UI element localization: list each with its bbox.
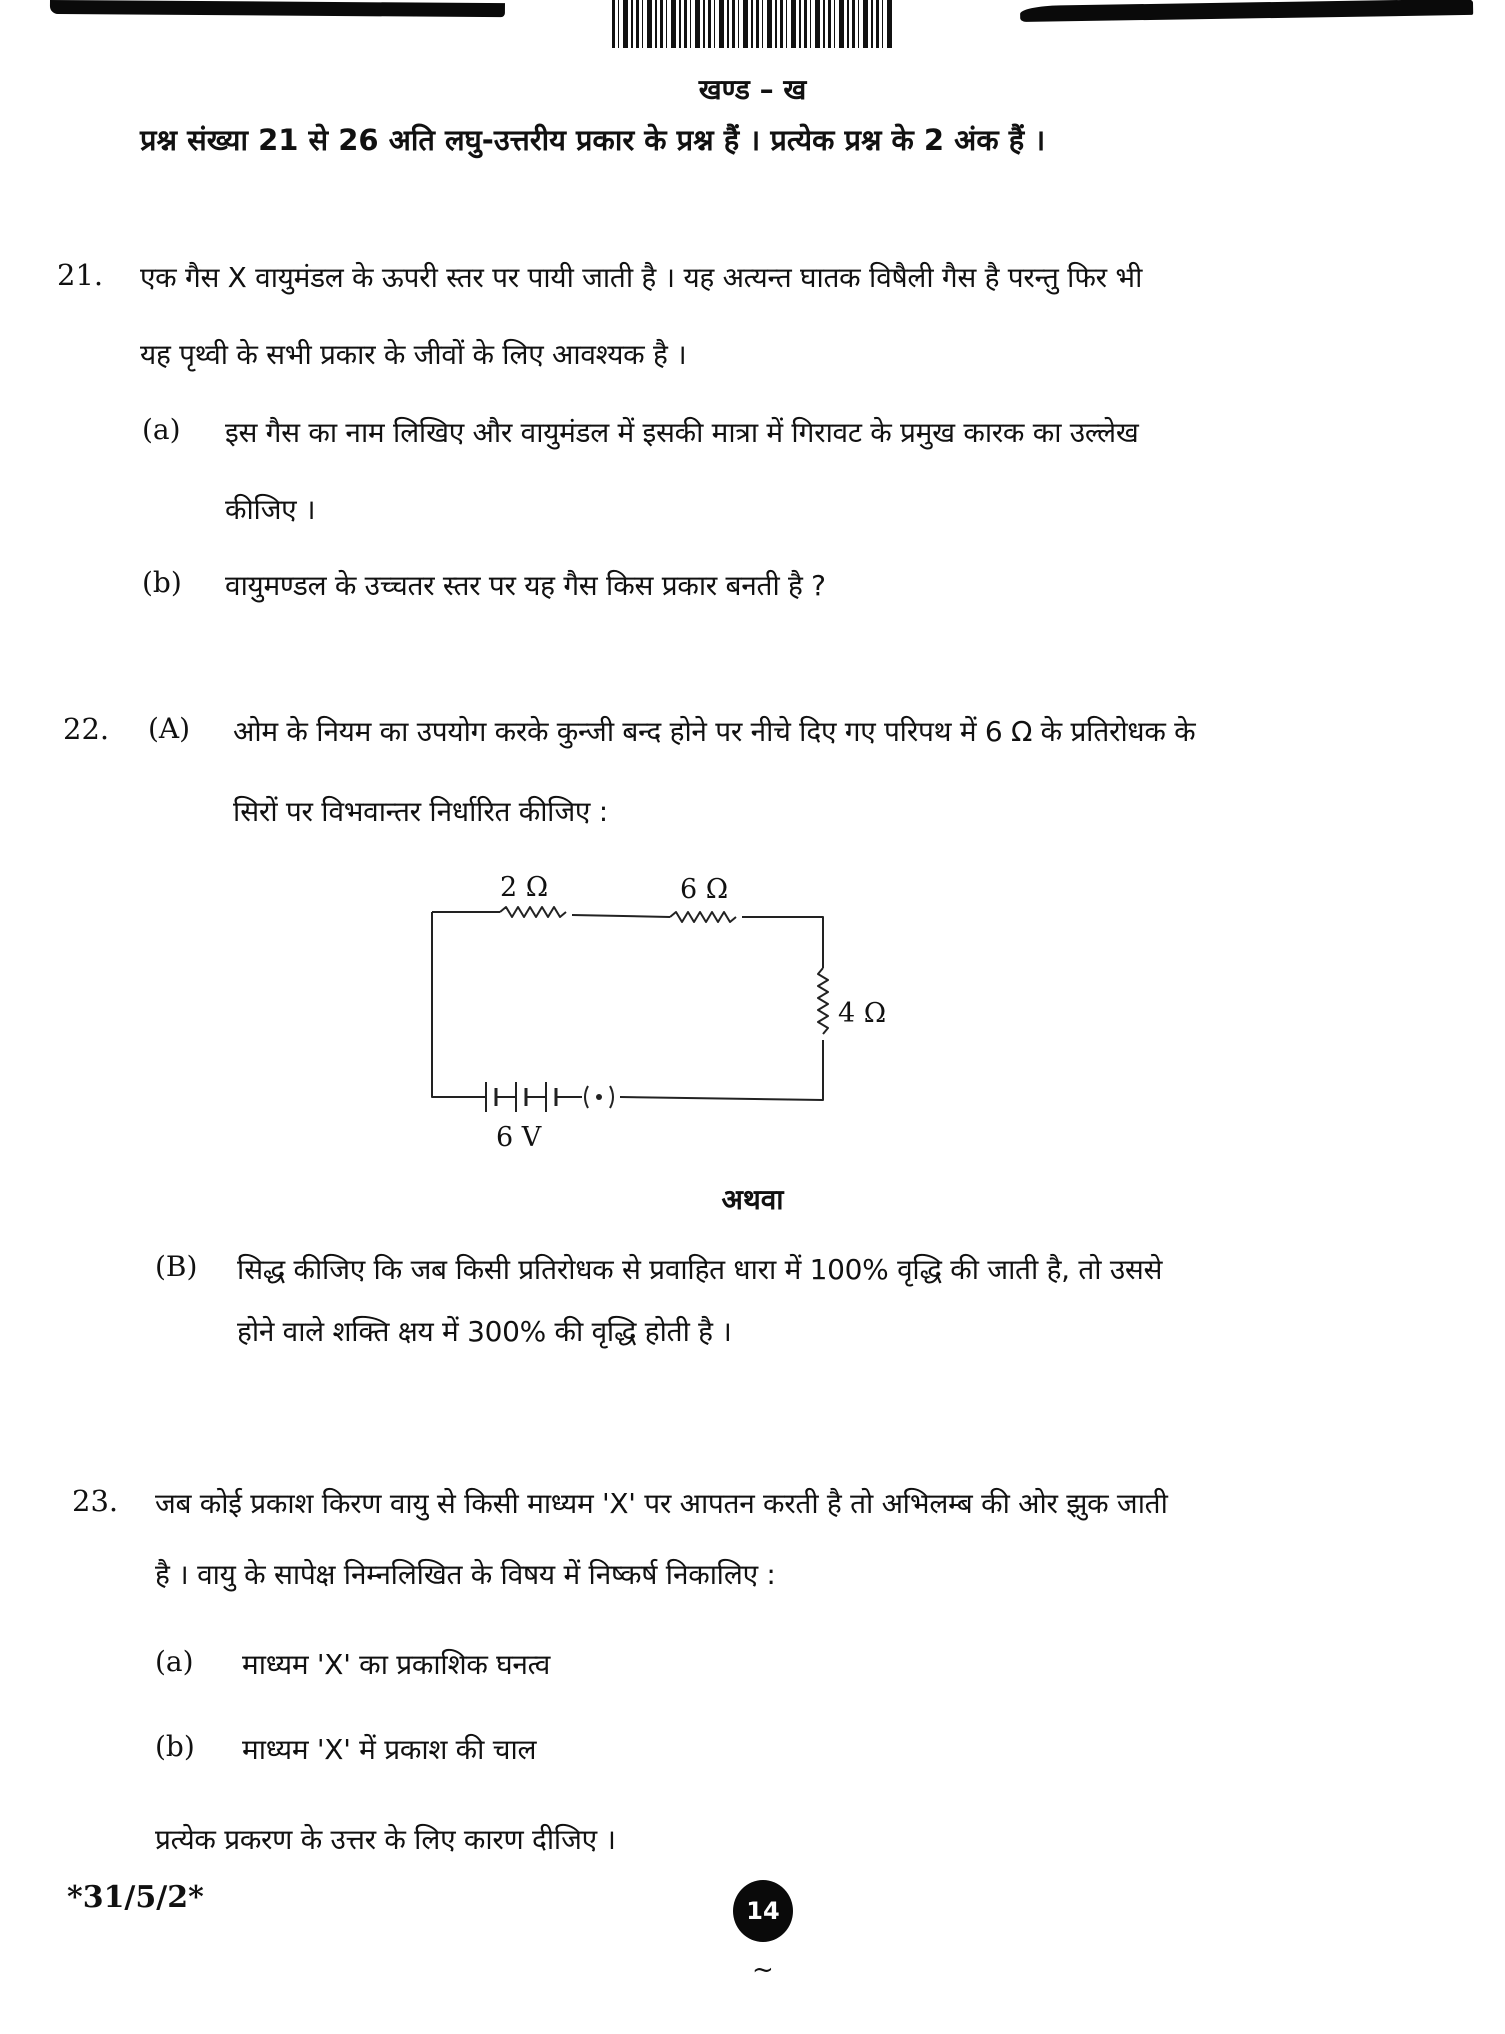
closing-instruction: प्रत्येक प्रकरण के उत्तर के लिए कारण दीजिए । <box>155 1823 616 1856</box>
part-label-a: (a) <box>155 1645 194 1678</box>
part-text-line: सिद्ध कीजिए कि जब किसी प्रतिरोधक से प्रवाहित धारा में 100% वृद्धि की जाती है, तो उससे <box>237 1253 1163 1286</box>
resistor-label-4-ohm: 4 Ω <box>838 998 887 1029</box>
question-number: 21. <box>57 258 104 292</box>
scan-border-bar-left <box>50 0 505 17</box>
battery-label: 6 V <box>496 1122 542 1153</box>
part-text-line: होने वाले शक्ति क्षय में 300% की वृद्धि होती है । <box>237 1315 732 1348</box>
part-text-line: ओम के नियम का उपयोग करके कुन्जी बन्द होने पर नीचे दिए गए परिपथ में 6 Ω के प्रतिरोधक के <box>233 715 1196 748</box>
part-text-line: वायुमण्डल के उच्चतर स्तर पर यह गैस किस प्रकार बनती है ? <box>225 569 826 602</box>
part-label-A: (A) <box>148 712 191 745</box>
page-number-badge <box>733 1880 793 1942</box>
part-label-B: (B) <box>155 1250 198 1283</box>
question-text-line: जब कोई प्रकाश किरण वायु से किसी माध्यम 'X' पर आपतन करती है तो अभिलम्ब की ओर झुक जाती <box>155 1487 1168 1520</box>
question-text-line: यह पृथ्वी के सभी प्रकार के जीवों के लिए आवश्यक है । <box>140 338 687 371</box>
barcode <box>612 0 894 48</box>
circuit-drawing <box>400 860 1000 1160</box>
or-separator: अथवा <box>721 1183 784 1216</box>
paper-code: *31/5/2* <box>67 1880 204 1915</box>
part-text-line: कीजिए । <box>225 493 316 526</box>
question-text-line: एक गैस X वायुमंडल के ऊपरी स्तर पर पायी जाती है । यह अत्यन्त घातक विषैली गैस है परन्तु फिर भी <box>140 261 1143 294</box>
question-number: 23. <box>72 1484 119 1518</box>
part-label-a: (a) <box>142 413 181 446</box>
key-plug-icon <box>596 1094 602 1100</box>
part-text-line: इस गैस का नाम लिखिए और वायुमंडल में इसकी मात्रा में गिरावट के प्रमुख कारक का उल्लेख <box>225 416 1139 449</box>
question-text-line: है । वायु के सापेक्ष निम्नलिखित के विषय में निष्कर्ष निकालिए : <box>155 1558 776 1591</box>
resistor-label-6-ohm: 6 Ω <box>680 874 729 905</box>
circuit-diagram <box>400 860 1000 1160</box>
part-text-line: माध्यम 'X' का प्रकाशिक घनत्व <box>242 1648 551 1681</box>
part-text-line: माध्यम 'X' में प्रकाश की चाल <box>242 1733 537 1766</box>
part-label-b: (b) <box>155 1730 195 1763</box>
resistor-label-2-ohm: 2 Ω <box>500 872 549 903</box>
page-mark: ~ <box>752 1955 774 1985</box>
part-label-b: (b) <box>142 566 182 599</box>
scan-border-bar-right <box>1020 0 1473 22</box>
question-number: 22. <box>63 712 110 746</box>
page-number: 14 <box>746 1897 780 1925</box>
part-text-line: सिरों पर विभवान्तर निर्धारित कीजिए : <box>233 795 608 828</box>
section-instruction: प्रश्न संख्या 21 से 26 अति लघु-उत्तरीय प्रकार के प्रश्न हैं । प्रत्येक प्रश्न के 2 अंक हैं । <box>140 123 1046 157</box>
section-title: खण्ड – ख <box>698 73 807 106</box>
